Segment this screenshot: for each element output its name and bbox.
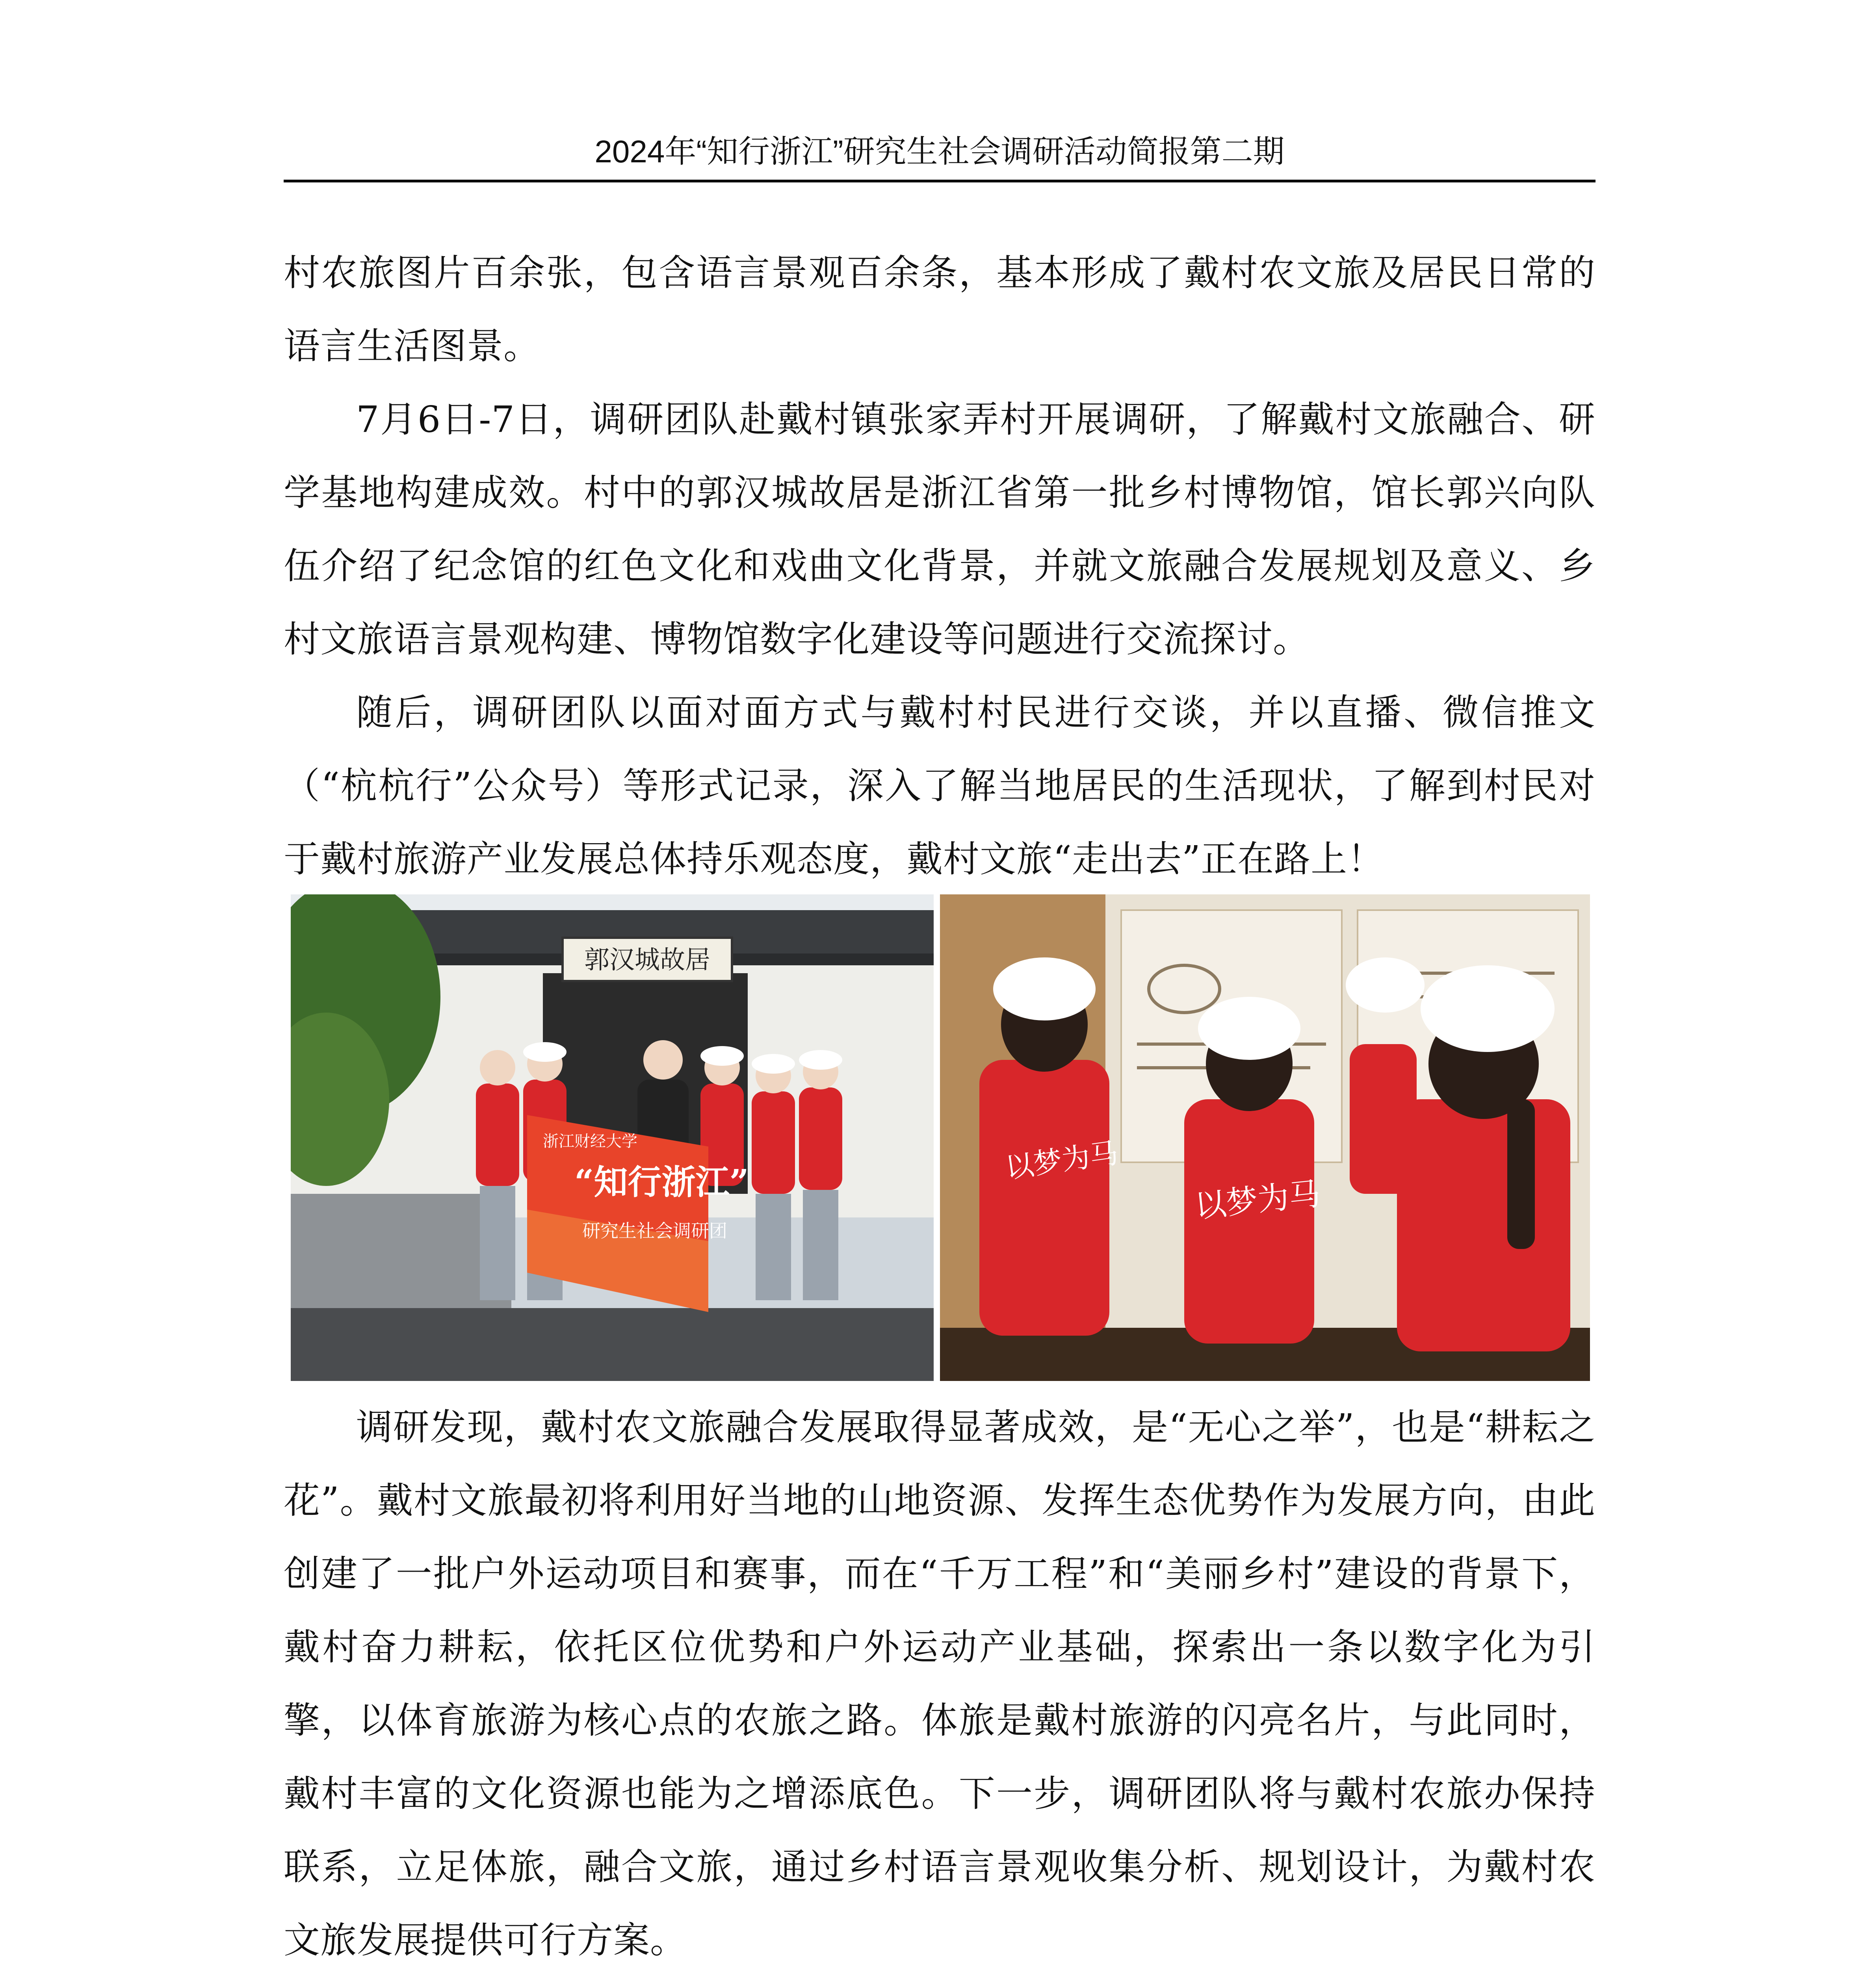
paragraph-findings: 调研发现，戴村农文旅融合发展取得显著成效，是“无心之举”，也是“耕耘之花”。戴村文旅最初将利用好当地的山地资源、发挥生态优势作为发展方向，由此创建了一批户外运动项目和赛事，而在“千万工程”和“美丽乡村”建设的背景下，戴村奋力耕耘，依托区位优势和户外运动产业基础，探索出一条以数字化为引擎，以体育旅游为核心点的农旅之路。体旅是戴村旅游的闪亮名片，与此同时，戴村丰富的文化资源也能为之增添底色。下一步，调研团队将与戴村农旅办保持联系，立足体旅，融合文旅，通过乡村语言景观收集分析、规划设计，为戴村农文旅发展提供可行方案。 (284, 1406, 1596, 1961)
paragraph-interview: 随后，调研团队以面对面方式与戴村村民进行交谈，并以直播、微信推文（“杭杭行”公众号）等形式记录，深入了解当地居民的生活现状，了解到村民对于戴村旅游产业发展总体持乐观态度，戴村文旅“走出去”正在路上！ (284, 691, 1596, 880)
plaque-text: 郭汉城故居 (584, 946, 710, 975)
shirt-slogan-left: 以梦为马 (1003, 1136, 1120, 1185)
photo-team-at-residence (291, 894, 934, 1381)
photo-exhibition-visit (940, 894, 1590, 1381)
banner-title: “知行浙江” (574, 1162, 749, 1202)
banner-school: 浙江财经大学 (543, 1132, 637, 1150)
shirt-slogan-center: 以梦为马 (1193, 1175, 1322, 1225)
page-header: 2024年“知行浙江”研究生社会调研活动简报第二期 (594, 134, 1285, 169)
paragraph-continued: 村农旅图片百余张，包含语言景观百余条，基本形成了戴村农文旅及居民日常的语言生活图景。 (284, 252, 1596, 367)
header-rule (284, 180, 1596, 182)
paragraph-visit: 7月6日-7日，调研团队赴戴村镇张家弄村开展调研，了解戴村文旅融合、研学基地构建成效。村中的郭汉城故居是浙江省第一批乡村博物馆，馆长郭兴向队伍介绍了纪念馆的红色文化和戏曲文化背景，并就文旅融合发展规划及意义、乡村文旅语言景观构建、博物馆数字化建设等问题进行交流探讨。 (284, 398, 1596, 660)
banner-subtitle: 研究生社会调研团 (582, 1220, 727, 1241)
